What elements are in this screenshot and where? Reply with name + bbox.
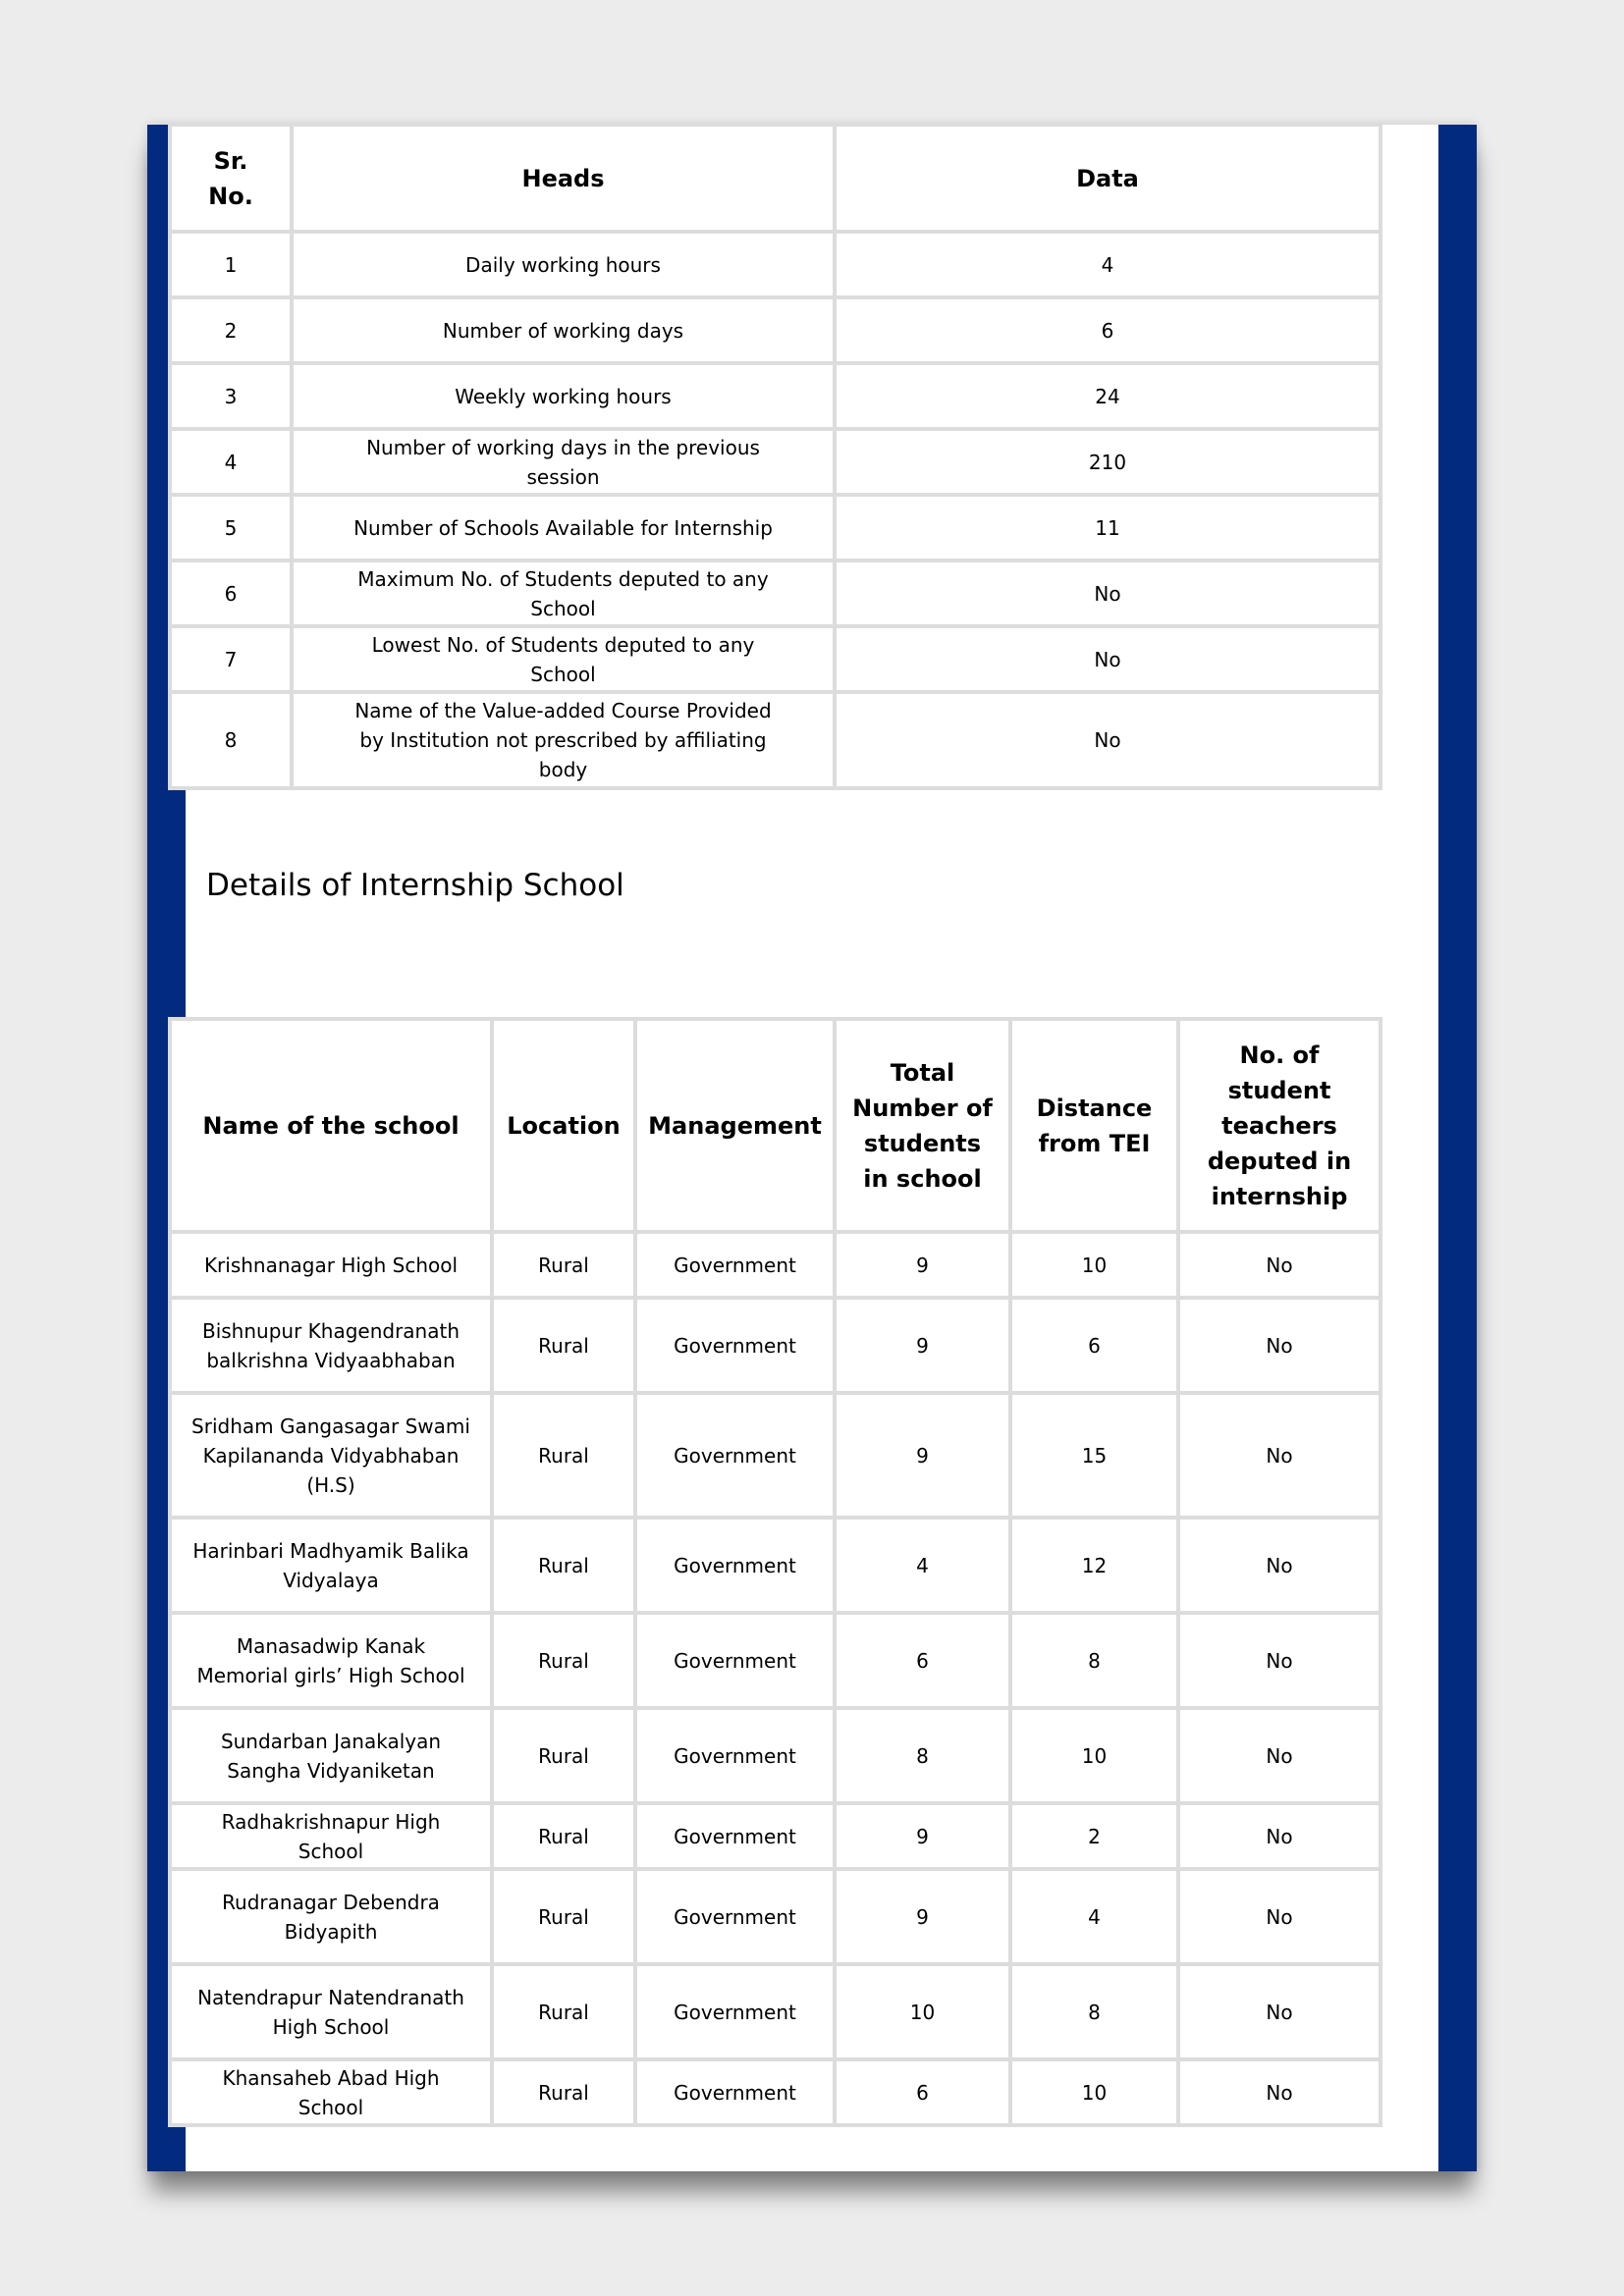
management-cell: Government [635,1298,835,1393]
total-students-cell: 9 [835,1393,1010,1518]
column-header-location: Location [492,1019,635,1232]
table-row [170,561,1380,626]
table-row [170,626,1380,692]
head-cell: Weekly working hours [292,363,835,429]
distance-cell: 15 [1010,1393,1178,1518]
table-row [170,1613,1380,1708]
table-row [170,429,1380,495]
distance-cell: 4 [1010,1869,1178,1964]
data-cell: No [835,561,1380,626]
management-cell: Government [635,1613,835,1708]
head-cell: Daily working hours [292,232,835,297]
data-cell: 24 [835,363,1380,429]
location-cell: Rural [492,1803,635,1869]
data-cell: No [835,626,1380,692]
column-header-total-students: Total Number of students in school [835,1019,1010,1232]
sr-no-cell: 4 [170,429,292,495]
column-header-data: Data [835,125,1380,232]
sr-no-cell: 6 [170,561,292,626]
school-name-cell: Khansaheb Abad High School [170,2059,492,2125]
internship-schools-table [168,1017,1382,2127]
deputed-cell: No [1178,1803,1380,1869]
data-cell: No [835,692,1380,788]
management-cell: Government [635,1803,835,1869]
deputed-cell: No [1178,1232,1380,1298]
management-cell: Government [635,1518,835,1613]
total-students-cell: 6 [835,1613,1010,1708]
distance-cell: 10 [1010,2059,1178,2125]
table-row [170,1518,1380,1613]
location-cell: Rural [492,1708,635,1803]
school-name-cell: Natendrapur Natendranath High School [170,1964,492,2059]
location-cell: Rural [492,1298,635,1393]
deputed-cell: No [1178,1869,1380,1964]
column-header-school-name: Name of the school [170,1019,492,1232]
management-cell: Government [635,1964,835,2059]
table-row [170,1708,1380,1803]
sr-no-cell: 8 [170,692,292,788]
data-cell: 4 [835,232,1380,297]
column-header-distance: Distance from TEI [1010,1019,1178,1232]
deputed-cell: No [1178,2059,1380,2125]
total-students-cell: 4 [835,1518,1010,1613]
deputed-cell: No [1178,1708,1380,1803]
school-name-cell: Rudranagar Debendra Bidyapith [170,1869,492,1964]
head-cell: Number of working days [292,297,835,363]
table-row [170,232,1380,297]
distance-cell: 6 [1010,1298,1178,1393]
internship-schools-table-body [170,1232,1380,2125]
head-cell: Maximum No. of Students deputed to any School [292,561,835,626]
location-cell: Rural [492,1232,635,1298]
table-row [170,692,1380,788]
head-cell: Number of Schools Available for Internship [292,495,835,561]
location-cell: Rural [492,1964,635,2059]
column-header-sr-no: Sr. No. [170,125,292,232]
table-header-row [170,1019,1380,1232]
school-name-cell: Krishnanagar High School [170,1232,492,1298]
location-cell: Rural [492,2059,635,2125]
distance-cell: 10 [1010,1708,1178,1803]
school-name-cell: Sridham Gangasagar Swami Kapilananda Vidyabhaban (H.S) [170,1393,492,1518]
deputed-cell: No [1178,1298,1380,1393]
total-students-cell: 9 [835,1232,1010,1298]
total-students-cell: 9 [835,1298,1010,1393]
column-header-management: Management [635,1019,835,1232]
deputed-cell: No [1178,1518,1380,1613]
table-row [170,1298,1380,1393]
school-name-cell: Bishnupur Khagendranath balkrishna Vidyaabhaban [170,1298,492,1393]
table-row [170,363,1380,429]
distance-cell: 8 [1010,1613,1178,1708]
management-cell: Government [635,1869,835,1964]
table-row [170,2059,1380,2125]
school-name-cell: Sundarban Janakalyan Sangha Vidyaniketan [170,1708,492,1803]
head-cell: Lowest No. of Students deputed to any School [292,626,835,692]
sr-no-cell: 1 [170,232,292,297]
sr-no-cell: 7 [170,626,292,692]
location-cell: Rural [492,1869,635,1964]
table-row [170,1869,1380,1964]
data-cell: 6 [835,297,1380,363]
table-row [170,1393,1380,1518]
distance-cell: 10 [1010,1232,1178,1298]
total-students-cell: 8 [835,1708,1010,1803]
deputed-cell: No [1178,1393,1380,1518]
table-row [170,1803,1380,1869]
data-cell: 11 [835,495,1380,561]
table-row [170,297,1380,363]
total-students-cell: 10 [835,1964,1010,2059]
deputed-cell: No [1178,1613,1380,1708]
head-cell: Name of the Value-added Course Provided by Institution not prescribed by affiliating body [292,692,835,788]
table-row [170,495,1380,561]
column-header-deputed: No. of student teachers deputed in internship [1178,1019,1380,1232]
table-row [170,1964,1380,2059]
column-header-heads: Heads [292,125,835,232]
distance-cell: 2 [1010,1803,1178,1869]
total-students-cell: 6 [835,2059,1010,2125]
working-hours-table [168,123,1382,790]
management-cell: Government [635,1708,835,1803]
location-cell: Rural [492,1518,635,1613]
management-cell: Government [635,1393,835,1518]
table-row [170,1232,1380,1298]
sr-no-cell: 3 [170,363,292,429]
sr-no-cell: 2 [170,297,292,363]
distance-cell: 8 [1010,1964,1178,2059]
section-heading: Details of Internship School [206,868,624,903]
location-cell: Rural [492,1613,635,1708]
working-hours-table-body [170,232,1380,788]
data-cell: 210 [835,429,1380,495]
location-cell: Rural [492,1393,635,1518]
head-cell: Number of working days in the previous session [292,429,835,495]
deputed-cell: No [1178,1964,1380,2059]
total-students-cell: 9 [835,1869,1010,1964]
school-name-cell: Harinbari Madhyamik Balika Vidyalaya [170,1518,492,1613]
management-cell: Government [635,2059,835,2125]
total-students-cell: 9 [835,1803,1010,1869]
table-header-row [170,125,1380,232]
distance-cell: 12 [1010,1518,1178,1613]
management-cell: Government [635,1232,835,1298]
sr-no-cell: 5 [170,495,292,561]
school-name-cell: Manasadwip Kanak Memorial girls’ High School [170,1613,492,1708]
school-name-cell: Radhakrishnapur High School [170,1803,492,1869]
